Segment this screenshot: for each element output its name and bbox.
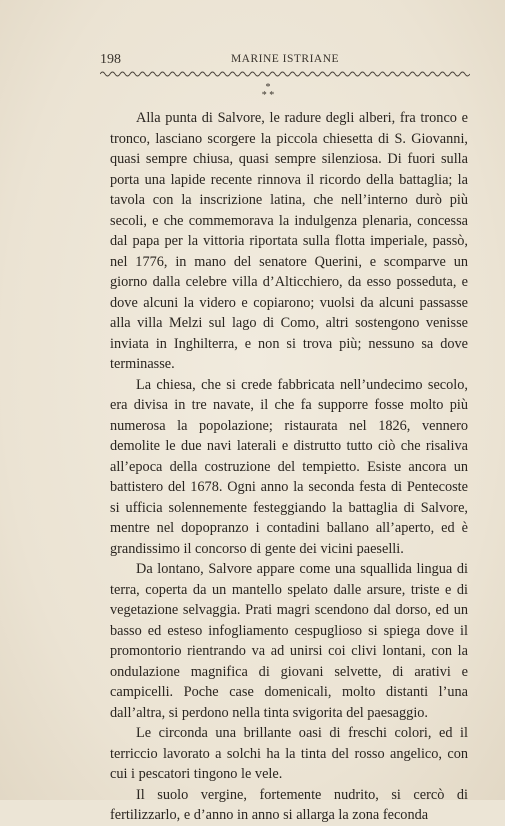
asterism-bottom: * * [261, 90, 275, 101]
body-text [110, 108, 468, 826]
asterism-top: * [265, 82, 271, 93]
paragraph-3: Da lontano, Salvore appare come una squallida lingua di terra, coperta da un mantello spelato dalle arsure, triste e di vegetazione selvaggia. Prati magri scendono dal dorso, ed un basso ed esteso infogliamento cespuglioso si spiega dove il promontorio rientrando va ad unirsi coi clivi lontani, con la ondulazione magnifica di giovani selvette, di arativi e campicelli. Poche case domenicali, molto distanti l’una dall’altra, si perdono nella tinta svigorita del paesaggio. [110, 561, 468, 721]
page-number: 198 [100, 52, 121, 67]
paragraph-5: Il suolo vergine, fortemente nudrito, si cercò di fertilizzarlo, e d’anno in anno si allarga la zona feconda [110, 786, 468, 823]
paragraph-2: La chiesa, che si crede fabbricata nell’undecimo secolo, era divisa in tre navate, il che fa supporre fosse molto più numerosa la popolazione; ristaurata nel 1826, vennero demolite le due navi laterali e distrutto tutto ciò che risaliva all’epoca della costruzione del tempietto. Esiste ancora un battistero del 1678. Ogni anno la seconda festa di Pentecoste si ufficia solennemente festeggiando la battaglia di Salvore, mentre nel dopopranzo i contadini ballano all’aperto, ed è grandissimo il concorso di gente dei vicini paeselli. [110, 376, 468, 557]
decorative-wavy-rule [100, 70, 470, 78]
paragraph-4: Le circonda una brillante oasi di freschi colori, ed il terriccio lavorato a solchi ha la tinta del rosso angelico, con cui i pescatori tingono le vele. [110, 725, 468, 782]
page-header [100, 52, 470, 68]
running-title: MARINE ISTRIANE [230, 53, 340, 65]
asterism-ornament [248, 84, 288, 108]
paragraph-1: Alla punta di Salvore, le radure degli alberi, fra tronco e tronco, lasciano scorgere la piccola chiesetta di S. Giovanni, quasi sempre chiusa, quasi sempre silenziosa. Di fuori sulla porta una lapide recente rinnova il ricordo della battaglia; la tavola con la inscrizione latina, che nell’interno durò più secoli, e che commemorava la indulgenza plenaria, concessa dal papa per la vittoria riportata sulla flotta imperiale, passò, nel 1776, in mano del senatore Querini, e scomparve un giorno dalla celebre villa d’Alticchiero, da esso posseduta, e dove alcuni la videro e copiarono; vuolsi da alcuni passasse alla villa Melzi sul lago di Como, altri sostengono venisse inviata in Inghilterra, e non si trova più; nessuno sa dove terminasse. [110, 110, 468, 372]
